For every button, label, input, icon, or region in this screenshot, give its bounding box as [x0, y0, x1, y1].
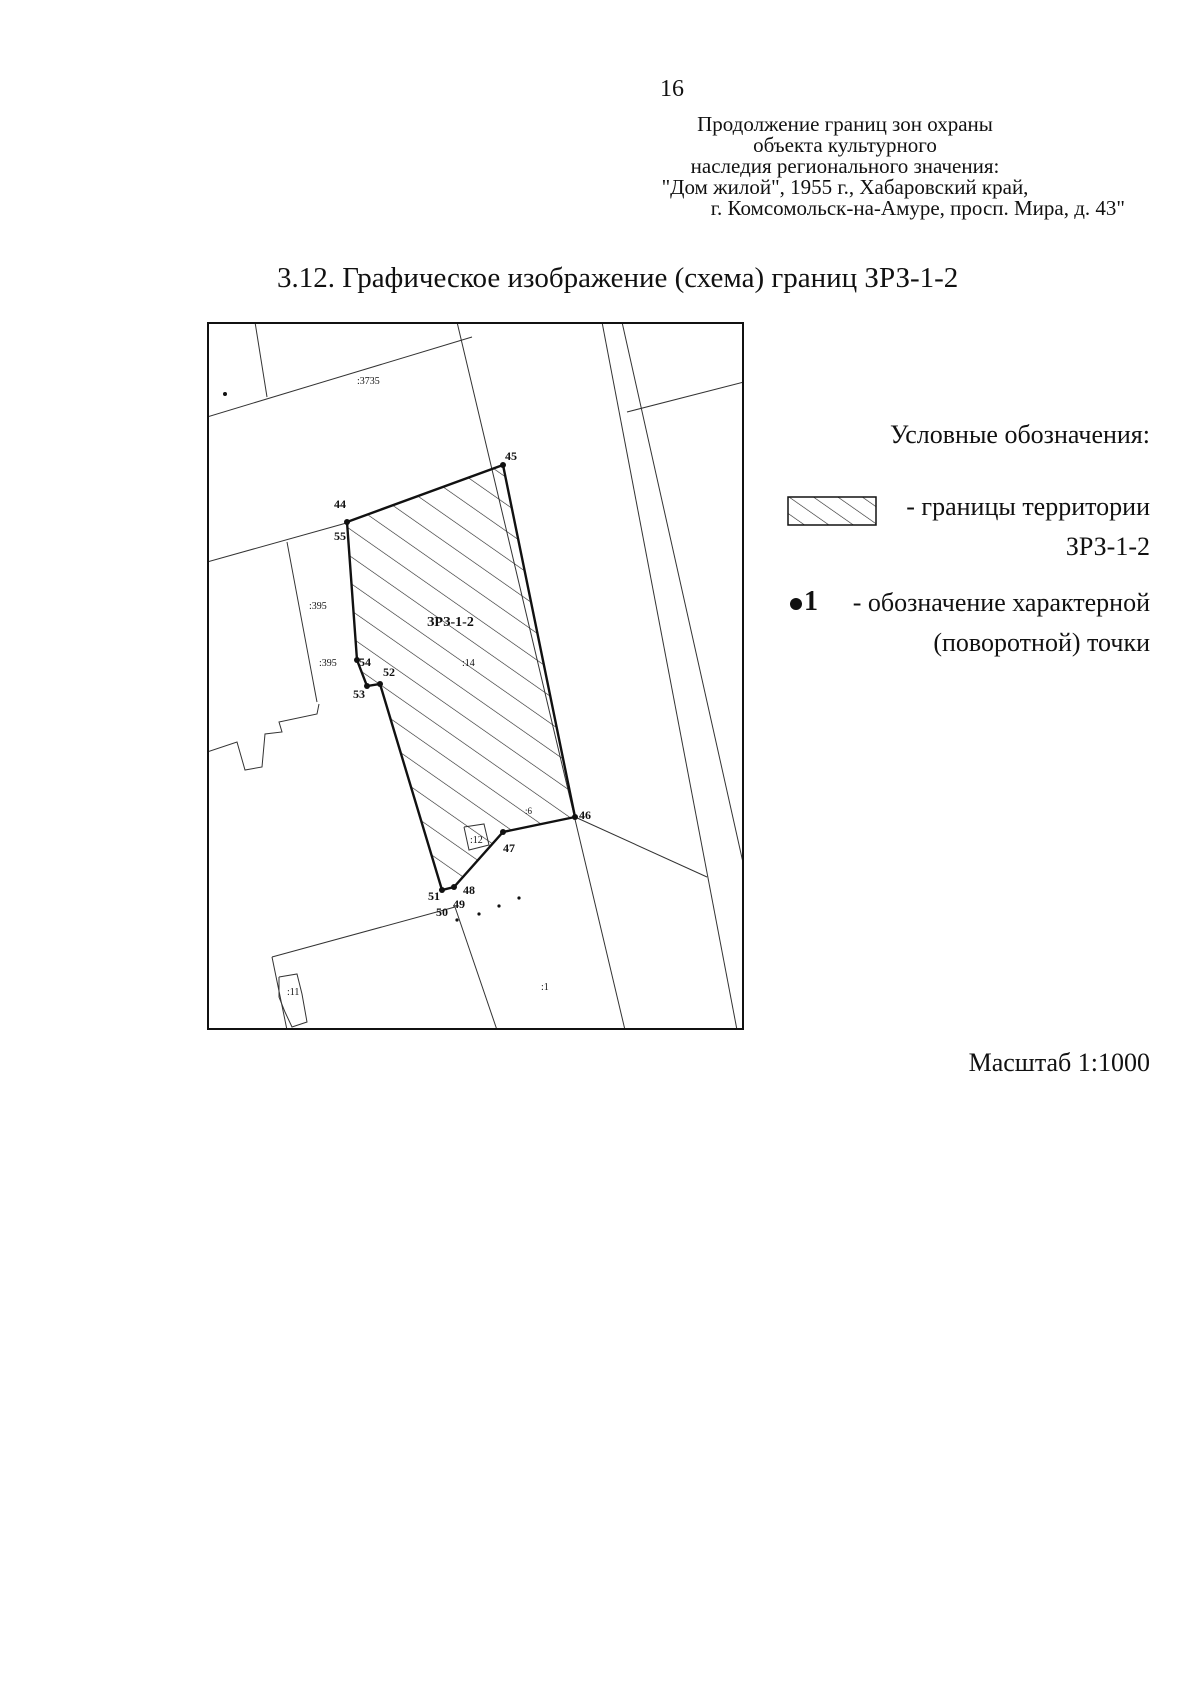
map-dot: [455, 918, 458, 921]
header-line: наследия регионального значения:: [690, 154, 1000, 178]
parcel-line: [207, 522, 350, 562]
parcel-label: :395: [309, 601, 327, 612]
parcel-label: :395: [319, 658, 337, 669]
point-47-marker: [500, 829, 506, 835]
parcel-label: :14: [462, 658, 475, 669]
building-outline: [279, 974, 307, 1027]
zone-polygon: [347, 465, 575, 890]
legend-title: Условные обозначения:: [889, 420, 1150, 449]
point-label: 52: [383, 665, 395, 679]
parcel-line: [602, 322, 737, 1030]
point-label: 51: [428, 889, 440, 903]
point-label: 47: [503, 841, 515, 855]
section-title: 3.12. Графическое изображение (схема) границ ЗРЗ-1-2: [277, 262, 959, 294]
map-dot: [477, 912, 480, 915]
parcel-line: [287, 542, 317, 702]
point-label: 50: [436, 905, 448, 919]
parcel-line: [455, 907, 497, 1030]
parcel-line: [272, 907, 455, 957]
scale-label: Масштаб 1:1000: [968, 1048, 1150, 1077]
point-label: 55: [334, 529, 346, 543]
point-label: 54: [359, 655, 371, 669]
map-dot: [517, 896, 520, 899]
parcel-label: :3735: [357, 376, 380, 387]
legend-hatch-label: - границы территории: [906, 492, 1150, 521]
map-dot: [497, 904, 500, 907]
parcel-line: [622, 322, 744, 867]
page-number: 16: [660, 76, 684, 102]
point-label: 45: [505, 449, 517, 463]
point-label: 44: [334, 497, 346, 511]
point-label: 48: [463, 883, 475, 897]
point-46-marker: [572, 814, 578, 820]
legend-point-label: - обозначение характерной: [852, 588, 1150, 617]
header-line: "Дом жилой", 1955 г., Хабаровский край,: [661, 175, 1029, 199]
point-52-marker: [377, 681, 383, 687]
header-block: [565, 114, 1125, 219]
parcel-line: [627, 382, 744, 412]
map-zone-label: ЗРЗ-1-2: [427, 615, 474, 630]
point-48-marker: [451, 884, 457, 890]
parcel-label: :12: [470, 835, 483, 846]
point-label: 49: [453, 897, 465, 911]
parcel-label: :11: [287, 987, 300, 998]
boundary-scheme-map: [207, 322, 744, 1030]
point-44-marker: [344, 519, 350, 525]
parcel-line: [255, 322, 267, 397]
hatch-swatch-icon: [787, 496, 877, 526]
header-line: г. Комсомольск-на-Амуре, просп. Мира, д. 43": [710, 196, 1125, 220]
legend-point-label-2: (поворотной) точки: [933, 628, 1150, 657]
parcel-label: :1: [541, 982, 549, 993]
header-line: Продолжение границ зон охраны: [697, 112, 993, 136]
point-dot-icon: [790, 598, 802, 610]
legend-hatch-label-2: ЗРЗ-1-2: [1065, 532, 1150, 561]
point-label: 46: [579, 808, 591, 822]
building-outline: [207, 704, 319, 770]
header-line: объекта культурного: [753, 133, 937, 157]
map-dot: [223, 392, 227, 396]
legend-point-number: 1: [804, 586, 818, 617]
parcel-line: [207, 337, 472, 417]
parcel-label: :6: [525, 806, 533, 816]
point-label: 53: [353, 687, 365, 701]
parcel-line: [575, 817, 707, 877]
